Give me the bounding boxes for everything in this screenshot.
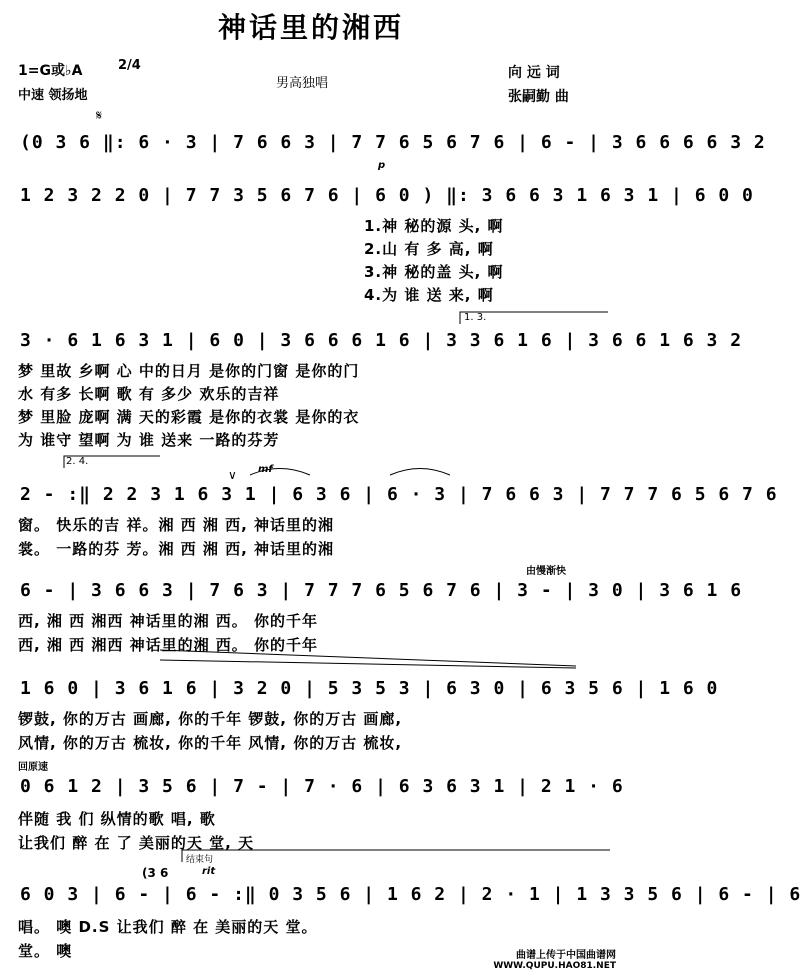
lyric-row-3-3: 梦 里脸 庞啊 满 天的彩霞 是你的衣裳 是你的衣	[18, 408, 360, 426]
score-row-7-notes: 0 6 1 2 | 3 5 6 | 7 - | 7 · 6 | 6 3 6 3 1 | 2 1 · 6	[20, 776, 624, 797]
score-row-5-notes: 6 - | 3 6 6 3 | 7 6 3 | 7 7 7 6 5 6 7 6 | 3 - | 3 0 | 3 6 1 6	[20, 580, 743, 601]
ending-bracket-line	[182, 850, 610, 862]
volta-bracket-1-3-line	[460, 312, 608, 324]
score-row-4-notes: 2 - :‖ 2 2 3 1 6 3 1 | 6 3 6 | 6 · 3 | 7 6 6 3 | 7 7 7 6 5 6 7 6	[20, 484, 778, 505]
composer: 张嗣勤 曲	[508, 89, 569, 105]
lyric-row-3-1: 梦 里故 乡啊 心 中的日月 是你的门窗 是你的门	[18, 362, 360, 380]
lyric-row-7-2: 让我们 醉 在 了 美丽的天 堂, 天	[18, 834, 255, 852]
volta-bracket-2-4-line	[64, 456, 160, 468]
lyric-row-2-4: 4.为 谁 送 来, 啊	[364, 286, 494, 304]
footer-line-1: 曲谱上传于中国曲谱网	[516, 950, 616, 961]
tempo-change-a-tempo: 回原速	[18, 762, 48, 773]
tempo-change-accelerando: 由慢渐快	[526, 566, 566, 577]
slur-mark	[250, 469, 310, 476]
slur-mark	[390, 469, 450, 476]
volta-bracket-2-4: 2. 4.	[66, 456, 89, 467]
lyric-row-2-3: 3.神 秘的盖 头, 啊	[364, 263, 504, 281]
lyric-row-3-2: 水 有多 长啊 歌 有 多少 欢乐的吉祥	[18, 385, 280, 403]
score-row-1-notes: (0 3 6 ‖: 6 · 3 | 7 6 6 3 | 7 7 6 5 6 7 6 | 6 - | 3 6 6 6 6 3 2	[20, 132, 766, 153]
volta-bracket-1-3: 1. 3.	[464, 312, 487, 323]
lyric-row-7-1: 伴随 我 们 纵情的歌 唱, 歌	[18, 810, 216, 828]
lyric-row-5-1: 西, 湘 西 湘西 神话里的湘 西。 你的千年	[18, 612, 319, 630]
tempo-marking: 中速 领扬地	[18, 88, 88, 103]
score-row-2-notes: 1 2 3 2 2 0 | 7 7 3 5 6 7 6 | 6 0 ) ‖: 3 6 6 3 1 6 3 1 | 6 0 0	[20, 185, 754, 206]
footer-line-2: WWW.QUPU.HAO81.NET	[493, 961, 616, 971]
lyric-row-3-4: 为 谁守 望啊 为 谁 送来 一路的芬芳	[18, 431, 280, 449]
page-title: 神话里的湘西	[217, 11, 404, 44]
performance-type: 男高独唱	[276, 76, 329, 91]
ritardando-mark: rit	[202, 866, 216, 877]
lyric-row-6-2: 风情, 你的万古 梳妆, 你的千年 风情, 你的万古 梳妆,	[18, 734, 403, 752]
lyric-row-2-1: 1.神 秘的源 头, 啊	[364, 217, 504, 235]
ending-label: 结束句	[186, 855, 214, 865]
score-row-6-notes: 1 6 0 | 3 6 1 6 | 3 2 0 | 5 3 5 3 | 6 3 0 | 6 3 5 6 | 1 6 0	[20, 678, 719, 699]
watermark-footer	[493, 946, 616, 971]
dynamic-mf: mf	[258, 464, 273, 475]
score-row-8-notes: 6 0 3 | 6 - | 6 - :‖ 0 3 5 6 | 1 6 2 | 2 · 1 | 1 3 3 5 6 | 6 - | 6	[20, 884, 801, 905]
segno-icon: 𝄋	[96, 108, 103, 124]
ossia-notes: (3 6	[142, 866, 169, 880]
lyric-row-5-2: 西, 湘 西 湘西 神话里的湘 西。 你的千年	[18, 636, 319, 654]
key-signature: 1=G或♭A	[18, 63, 83, 79]
lyric-row-8-1: 唱。 噢 D.S 让我们 醉 在 美丽的天 堂。	[18, 918, 318, 936]
lyric-row-6-1: 锣鼓, 你的万古 画廊, 你的千年 锣鼓, 你的万古 画廊,	[18, 710, 403, 728]
dynamic-p: p	[378, 160, 386, 171]
lyric-row-2-2: 2.山 有 多 高, 啊	[364, 240, 494, 258]
lyric-row-8-2: 堂。 噢	[18, 942, 73, 960]
time-signature: 2/4	[118, 58, 141, 73]
score-row-3-notes: 3 · 6 1 6 3 1 | 6 0 | 3 6 6 6 1 6 | 3 3 6 1 6 | 3 6 6 1 6 3 2	[20, 330, 743, 351]
lyricist: 向 远 词	[508, 65, 560, 81]
breath-mark: ∨	[228, 468, 237, 482]
lyric-row-4-2: 裳。 一路的芬 芳。湘 西 湘 西, 神话里的湘	[18, 540, 335, 558]
lyric-row-4-1: 窗。 快乐的吉 祥。湘 西 湘 西, 神话里的湘	[18, 516, 335, 534]
